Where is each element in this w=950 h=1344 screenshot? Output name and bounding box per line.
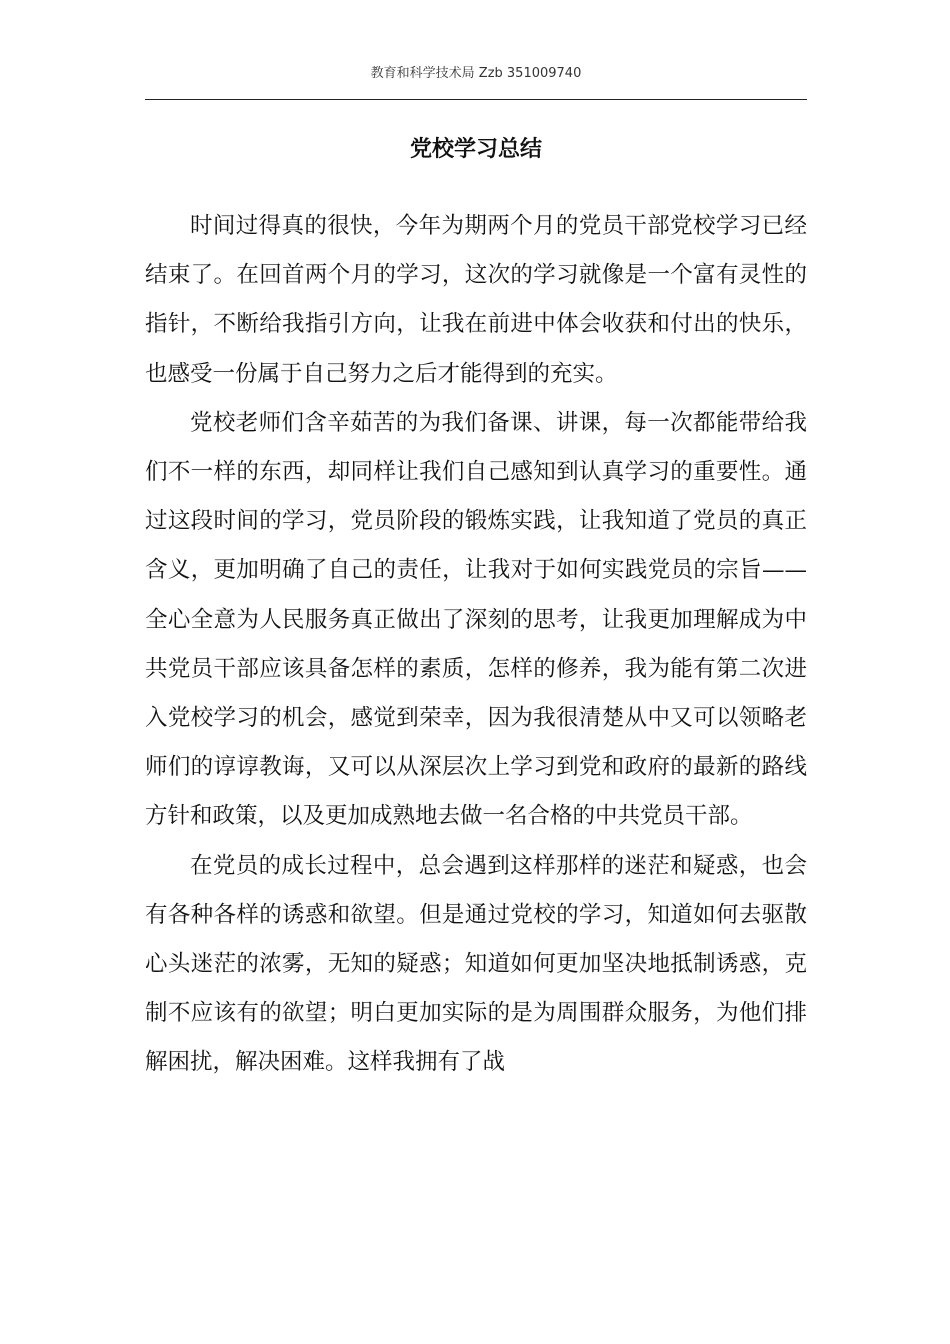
paragraph-3: 在党员的成长过程中，总会遇到这样那样的迷茫和疑惑，也会有各种各样的诱惑和欲望。但是通过党校的学习，知道如何去驱散心头迷茫的浓雾，无知的疑惑；知道如何更加坚决地抵制诱惑，克制不应该有的欲望；明白更加实际的是为周围群众服务，为他们排解困扰，解决困难。这样我拥有了战 <box>145 852 807 1076</box>
header-divider <box>145 99 807 100</box>
document-body <box>145 202 807 1088</box>
document-title: 党校学习总结 <box>409 137 542 162</box>
paragraph-1: 时间过得真的很快，今年为期两个月的党员干部党校学习已经结束了。在回首两个月的学习，这次的学习就像是一个富有灵性的指针，不断给我指引方向，让我在前进中体会收获和付出的快乐，也感受一份属于自己努力之后才能得到的充实。 <box>145 213 807 387</box>
paragraph-2: 党校老师们含辛茹苦的为我们备课、讲课，每一次都能带给我们不一样的东西，却同样让我们自己感知到认真学习的重要性。通过这段时间的学习，党员阶段的锻炼实践，让我知道了党员的真正含义，更加明确了自己的责任，让我对于如何实践党员的宗旨——全心全意为人民服务真正做出了深刻的思考，让我更加理解成为中共党员干部应该具备怎样的素质，怎样的修养，我为能有第二次进入党校学习的机会，感觉到荣幸，因为我很清楚从中又可以领略老师们的谆谆教诲，又可以从深层次上学习到党和政府的最新的路线方针和政策，以及更加成熟地去做一名合格的中共党员干部。 <box>145 409 807 830</box>
page-header: 教育和科学技术局 Zzb 351009740 <box>370 66 582 81</box>
